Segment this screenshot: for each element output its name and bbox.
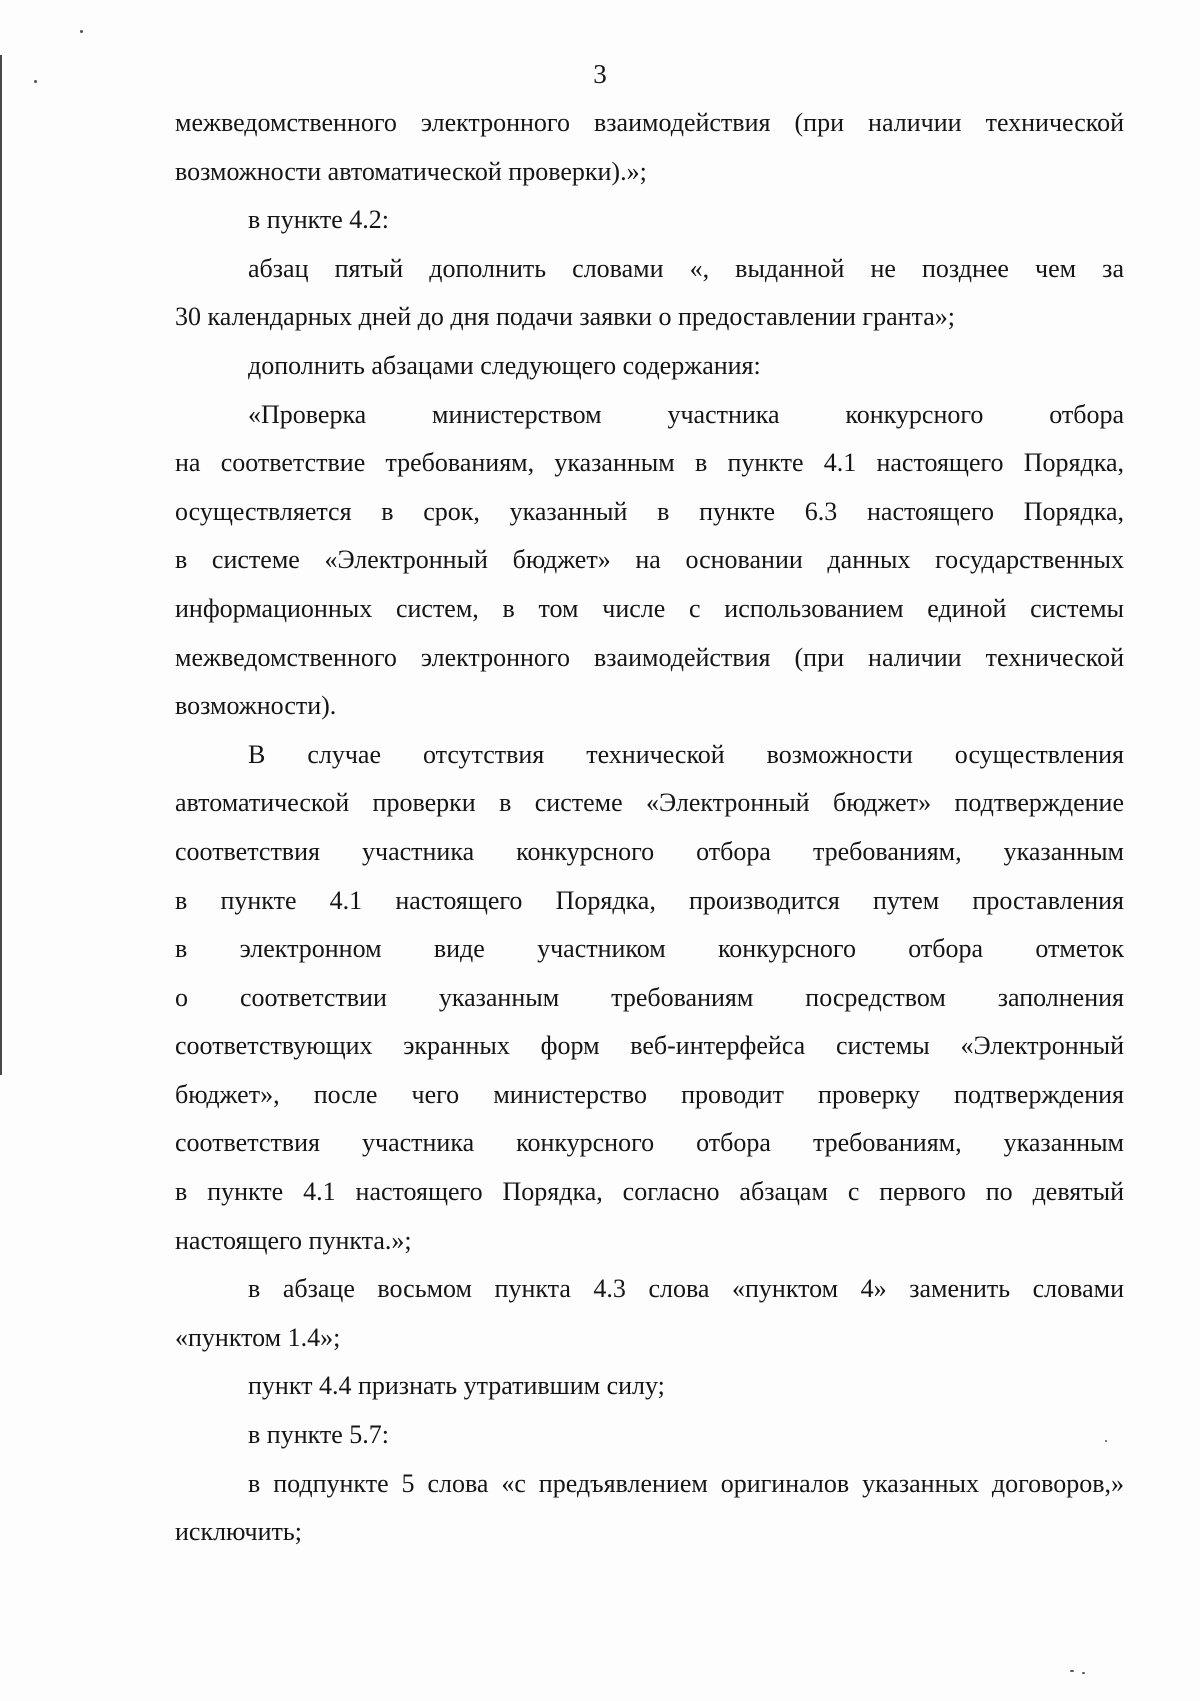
text-line: соответствия участника конкурсного отбора требованиям, указанным xyxy=(175,1128,1124,1158)
text-line: В случае отсутствия технической возможности осуществления xyxy=(248,739,1124,769)
text-line: настоящего пункта.»; xyxy=(175,1225,412,1255)
text-line: о соответствии указанным требованиям посредством заполнения xyxy=(175,982,1124,1012)
text-line: дополнить абзацами следующего содержания: xyxy=(248,350,761,380)
text-line: исключить; xyxy=(175,1517,302,1547)
text-line: в пункте 4.1 настоящего Порядка, производится путем проставления xyxy=(175,885,1124,915)
text-line: 30 календарных дней до дня подачи заявки о предоставлении гранта»; xyxy=(175,302,955,332)
text-line: возможности автоматической проверки).»; xyxy=(175,156,647,186)
text-line: абзац пятый дополнить словами «, выданной не позднее чем за xyxy=(248,253,1124,283)
document-body xyxy=(175,99,1124,1557)
text-line: возможности). xyxy=(175,691,337,721)
scan-edge-line xyxy=(0,55,2,1075)
text-line: межведомственного электронного взаимодействия (при наличии технической xyxy=(175,642,1124,672)
text-line: «пунктом 1.4»; xyxy=(175,1322,341,1352)
text-line: в подпункте 5 слова «с предъявлением оригиналов указанных договоров,» xyxy=(248,1468,1124,1498)
text-line: в абзаце восьмом пункта 4.3 слова «пунктом 4» заменить словами xyxy=(248,1274,1124,1304)
text-line: бюджет», после чего министерство проводит проверку подтверждения xyxy=(175,1079,1124,1109)
text-line: пункт 4.4 признать утратившим силу; xyxy=(248,1371,665,1401)
text-line: межведомственного электронного взаимодействия (при наличии технической xyxy=(175,108,1124,137)
text-line: автоматической проверки в системе «Электронный бюджет» подтверждение xyxy=(175,788,1124,818)
text-line: в электронном виде участником конкурсного отбора отметок xyxy=(175,934,1124,964)
text-line: информационных систем, в том числе с использованием единой системы xyxy=(175,593,1124,623)
text-line: в пункте 5.7: xyxy=(248,1420,390,1450)
page-number: 3 xyxy=(593,59,607,89)
text-line: соответствия участника конкурсного отбора требованиям, указанным xyxy=(175,836,1124,866)
text-line: «Проверка министерством участника конкурсного отбора xyxy=(248,399,1124,429)
text-line: соответствующих экранных форм веб-интерфейса системы «Электронный xyxy=(175,1031,1124,1061)
scan-speck xyxy=(34,80,37,83)
text-line: в пункте 4.2: xyxy=(248,205,390,235)
text-line: в системе «Электронный бюджет» на основании данных государственных xyxy=(175,545,1124,575)
text-line: на соответствие требованиям, указанным в пункте 4.1 настоящего Порядка, xyxy=(175,448,1124,478)
scan-speck xyxy=(80,30,83,33)
text-line: осуществляется в срок, указанный в пункте 6.3 настоящего Порядка, xyxy=(175,496,1124,526)
text-line: в пункте 4.1 настоящего Порядка, согласно абзацам с первого по девятый xyxy=(175,1177,1124,1207)
scan-speck xyxy=(1105,1440,1107,1442)
scan-speck xyxy=(1070,1670,1074,1672)
scan-speck xyxy=(1082,1672,1085,1674)
